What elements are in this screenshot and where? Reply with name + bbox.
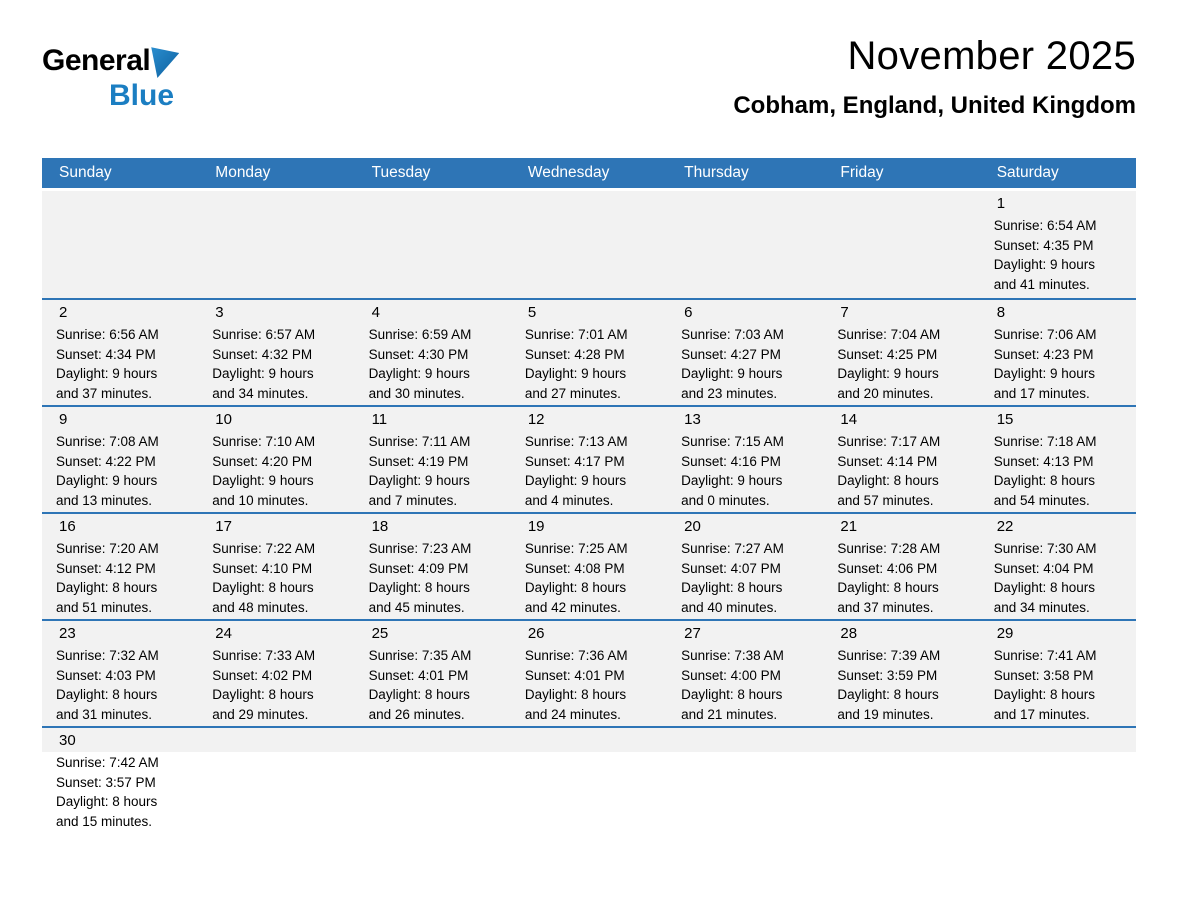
day-cell-27 bbox=[667, 621, 823, 726]
day-number: 26 bbox=[527, 625, 545, 642]
empty-cell bbox=[198, 728, 354, 833]
empty-cell bbox=[823, 191, 979, 298]
weekday-thursday: Thursday bbox=[684, 164, 749, 181]
daylight-line-1: Daylight: 8 hours bbox=[56, 794, 158, 810]
sunset-line: Sunset: 4:22 PM bbox=[56, 453, 156, 469]
daylight-line-1: Daylight: 8 hours bbox=[56, 687, 158, 703]
weekday-tuesday: Tuesday bbox=[371, 164, 431, 181]
sunrise-line: Sunrise: 7:20 AM bbox=[56, 541, 159, 556]
sunset-line: Sunset: 4:19 PM bbox=[368, 453, 469, 469]
sunrise-line: Sunrise: 7:03 AM bbox=[681, 327, 784, 342]
sunset-line: Sunset: 4:34 PM bbox=[56, 346, 156, 362]
day-number: 18 bbox=[371, 518, 389, 535]
daylight-line-1: Daylight: 8 hours bbox=[993, 473, 1095, 489]
day-cell-23 bbox=[42, 621, 198, 726]
sunrise-line: Sunrise: 7:06 AM bbox=[993, 327, 1097, 342]
day-number: 28 bbox=[840, 625, 858, 642]
logo-triangle-icon bbox=[151, 46, 179, 78]
daylight-line-2: and 26 minutes. bbox=[368, 707, 465, 723]
daylight-line-2: and 54 minutes. bbox=[993, 493, 1090, 509]
page-header bbox=[42, 20, 1136, 158]
month-title: November 2025 bbox=[847, 34, 1136, 78]
week-row-2 bbox=[42, 298, 1136, 405]
empty-cell bbox=[355, 728, 511, 833]
sunset-line: Sunset: 4:09 PM bbox=[368, 560, 469, 576]
sunrise-line: Sunrise: 7:30 AM bbox=[993, 541, 1097, 556]
daylight-line-1: Daylight: 9 hours bbox=[212, 473, 314, 489]
daylight-line-1: Daylight: 9 hours bbox=[993, 366, 1095, 382]
sunrise-line: Sunrise: 6:57 AM bbox=[212, 327, 316, 342]
empty-cell bbox=[198, 191, 354, 298]
day-cell-26 bbox=[511, 621, 667, 726]
daylight-line-2: and 17 minutes. bbox=[993, 386, 1090, 402]
day-number: 12 bbox=[527, 411, 545, 428]
day-number: 17 bbox=[215, 518, 232, 535]
day-cell-1 bbox=[980, 191, 1136, 298]
daylight-line-2: and 34 minutes. bbox=[212, 386, 309, 402]
daylight-line-1: Daylight: 8 hours bbox=[212, 687, 314, 703]
sunrise-line: Sunrise: 7:01 AM bbox=[524, 327, 628, 342]
day-cell-28 bbox=[823, 621, 979, 726]
sunrise-line: Sunrise: 6:59 AM bbox=[368, 327, 472, 342]
day-number: 22 bbox=[996, 518, 1014, 535]
daylight-line-1: Daylight: 8 hours bbox=[524, 687, 627, 703]
sunrise-line: Sunrise: 7:22 AM bbox=[212, 541, 316, 556]
day-cell-30 bbox=[42, 728, 198, 833]
day-cell-18 bbox=[355, 514, 511, 619]
day-number: 29 bbox=[996, 625, 1014, 642]
daylight-line-2: and 17 minutes. bbox=[993, 707, 1090, 723]
daylight-line-2: and 31 minutes. bbox=[56, 707, 153, 723]
sunrise-line: Sunrise: 7:11 AM bbox=[368, 434, 471, 449]
daylight-line-2: and 29 minutes. bbox=[212, 707, 309, 723]
empty-cell bbox=[511, 728, 667, 833]
sunset-line: Sunset: 4:23 PM bbox=[993, 346, 1094, 362]
day-cell-11 bbox=[355, 407, 511, 512]
day-number: 11 bbox=[371, 411, 388, 428]
daylight-line-1: Daylight: 9 hours bbox=[681, 473, 783, 489]
daylight-line-2: and 48 minutes. bbox=[212, 600, 309, 616]
sunset-line: Sunset: 3:57 PM bbox=[56, 774, 156, 790]
day-cell-8 bbox=[980, 300, 1136, 405]
day-cell-7 bbox=[823, 300, 979, 405]
empty-cell bbox=[511, 191, 667, 298]
sunrise-line: Sunrise: 7:42 AM bbox=[56, 755, 159, 770]
weekday-saturday: Saturday bbox=[996, 164, 1059, 181]
sunset-line: Sunset: 4:03 PM bbox=[56, 667, 156, 683]
sunrise-line: Sunrise: 7:39 AM bbox=[837, 648, 941, 663]
sunrise-line: Sunrise: 7:18 AM bbox=[993, 434, 1097, 449]
sunset-line: Sunset: 4:08 PM bbox=[524, 560, 625, 576]
day-number: 25 bbox=[371, 625, 389, 642]
daylight-line-2: and 4 minutes. bbox=[524, 493, 614, 509]
sunset-line: Sunset: 4:07 PM bbox=[681, 560, 781, 576]
week-row-3 bbox=[42, 405, 1136, 512]
sunset-line: Sunset: 4:35 PM bbox=[993, 237, 1094, 253]
daylight-line-2: and 37 minutes. bbox=[837, 600, 934, 616]
sunset-line: Sunset: 4:16 PM bbox=[681, 453, 781, 469]
day-number: 27 bbox=[684, 625, 701, 642]
daylight-line-1: Daylight: 8 hours bbox=[837, 580, 939, 596]
daylight-line-1: Daylight: 8 hours bbox=[368, 687, 470, 703]
day-cell-3 bbox=[198, 300, 354, 405]
week-row-5 bbox=[42, 619, 1136, 726]
daylight-line-1: Daylight: 9 hours bbox=[56, 473, 158, 489]
calendar-body bbox=[42, 191, 1136, 833]
day-number: 20 bbox=[684, 518, 701, 535]
daylight-line-2: and 45 minutes. bbox=[368, 600, 465, 616]
sunset-line: Sunset: 4:01 PM bbox=[524, 667, 625, 683]
day-number: 23 bbox=[59, 625, 76, 642]
sunset-line: Sunset: 4:20 PM bbox=[212, 453, 313, 469]
sunset-line: Sunset: 4:00 PM bbox=[681, 667, 781, 683]
day-number: 1 bbox=[996, 195, 1006, 212]
daylight-line-2: and 15 minutes. bbox=[56, 814, 153, 830]
sunset-line: Sunset: 3:58 PM bbox=[993, 667, 1094, 683]
weekday-header-row bbox=[42, 158, 1136, 188]
empty-cell bbox=[980, 728, 1136, 833]
daylight-line-2: and 37 minutes. bbox=[56, 386, 153, 402]
daylight-line-2: and 24 minutes. bbox=[524, 707, 621, 723]
week-row-1 bbox=[42, 191, 1136, 298]
sunset-line: Sunset: 4:27 PM bbox=[681, 346, 781, 362]
daylight-line-2: and 20 minutes. bbox=[837, 386, 934, 402]
day-cell-19 bbox=[511, 514, 667, 619]
day-number: 19 bbox=[527, 518, 545, 535]
day-cell-13 bbox=[667, 407, 823, 512]
day-cell-14 bbox=[823, 407, 979, 512]
day-cell-20 bbox=[667, 514, 823, 619]
daylight-line-2: and 7 minutes. bbox=[368, 493, 458, 509]
sunrise-line: Sunrise: 7:23 AM bbox=[368, 541, 472, 556]
weekday-sunday: Sunday bbox=[59, 164, 112, 181]
sunset-line: Sunset: 3:59 PM bbox=[837, 667, 938, 683]
day-cell-24 bbox=[198, 621, 354, 726]
day-number: 10 bbox=[215, 411, 232, 428]
sunrise-line: Sunrise: 7:32 AM bbox=[56, 648, 159, 663]
day-number: 24 bbox=[215, 625, 232, 642]
daylight-line-2: and 27 minutes. bbox=[524, 386, 621, 402]
sunset-line: Sunset: 4:13 PM bbox=[993, 453, 1094, 469]
sunrise-line: Sunrise: 7:27 AM bbox=[681, 541, 784, 556]
daylight-line-2: and 0 minutes. bbox=[681, 493, 770, 509]
sunset-line: Sunset: 4:25 PM bbox=[837, 346, 938, 362]
sunset-line: Sunset: 4:14 PM bbox=[837, 453, 938, 469]
empty-cell bbox=[42, 191, 198, 298]
day-cell-10 bbox=[198, 407, 354, 512]
day-cell-15 bbox=[980, 407, 1136, 512]
daylight-line-1: Daylight: 8 hours bbox=[993, 687, 1095, 703]
sunrise-line: Sunrise: 6:54 AM bbox=[993, 218, 1097, 233]
day-number: 30 bbox=[59, 732, 76, 749]
daylight-line-1: Daylight: 8 hours bbox=[993, 580, 1095, 596]
daylight-line-1: Daylight: 8 hours bbox=[681, 580, 783, 596]
sunset-line: Sunset: 4:02 PM bbox=[212, 667, 313, 683]
sunrise-line: Sunrise: 7:13 AM bbox=[524, 434, 628, 449]
logo-text-general: General bbox=[42, 44, 151, 77]
day-cell-25 bbox=[355, 621, 511, 726]
empty-cell bbox=[823, 728, 979, 833]
sunrise-line: Sunrise: 7:17 AM bbox=[837, 434, 941, 449]
daylight-line-1: Daylight: 9 hours bbox=[993, 257, 1095, 273]
sunrise-line: Sunrise: 7:25 AM bbox=[524, 541, 628, 556]
week-row-4 bbox=[42, 512, 1136, 619]
sunrise-line: Sunrise: 7:35 AM bbox=[368, 648, 472, 663]
day-cell-17 bbox=[198, 514, 354, 619]
day-number: 3 bbox=[215, 304, 224, 321]
day-number: 13 bbox=[684, 411, 701, 428]
weekday-monday: Monday bbox=[215, 164, 271, 181]
daylight-line-2: and 42 minutes. bbox=[524, 600, 621, 616]
daylight-line-2: and 41 minutes. bbox=[993, 277, 1090, 293]
day-cell-2 bbox=[42, 300, 198, 405]
weekday-wednesday: Wednesday bbox=[527, 164, 610, 181]
weekday-friday: Friday bbox=[840, 164, 884, 181]
sunrise-line: Sunrise: 7:10 AM bbox=[212, 434, 316, 449]
day-cell-21 bbox=[823, 514, 979, 619]
daylight-line-1: Daylight: 9 hours bbox=[368, 366, 470, 382]
daylight-line-1: Daylight: 8 hours bbox=[212, 580, 314, 596]
general-blue-logo bbox=[42, 46, 179, 111]
day-cell-4 bbox=[355, 300, 511, 405]
sunrise-line: Sunrise: 7:15 AM bbox=[681, 434, 784, 449]
daylight-line-1: Daylight: 9 hours bbox=[368, 473, 470, 489]
daylight-line-2: and 34 minutes. bbox=[993, 600, 1090, 616]
sunrise-line: Sunrise: 7:33 AM bbox=[212, 648, 316, 663]
sunrise-line: Sunrise: 7:36 AM bbox=[524, 648, 628, 663]
daylight-line-1: Daylight: 8 hours bbox=[368, 580, 470, 596]
daylight-line-2: and 30 minutes. bbox=[368, 386, 465, 402]
daylight-line-1: Daylight: 9 hours bbox=[837, 366, 939, 382]
calendar bbox=[42, 158, 1136, 833]
daylight-line-2: and 40 minutes. bbox=[681, 600, 778, 616]
daylight-line-2: and 10 minutes. bbox=[212, 493, 309, 509]
sunrise-line: Sunrise: 6:56 AM bbox=[56, 327, 159, 342]
sunset-line: Sunset: 4:30 PM bbox=[368, 346, 469, 362]
empty-cell bbox=[667, 191, 823, 298]
empty-cell bbox=[355, 191, 511, 298]
day-cell-16 bbox=[42, 514, 198, 619]
sunrise-line: Sunrise: 7:38 AM bbox=[681, 648, 784, 663]
daylight-line-2: and 21 minutes. bbox=[681, 707, 778, 723]
daylight-line-2: and 57 minutes. bbox=[837, 493, 934, 509]
day-cell-6 bbox=[667, 300, 823, 405]
daylight-line-1: Daylight: 8 hours bbox=[837, 687, 939, 703]
day-number: 2 bbox=[59, 304, 68, 321]
day-cell-22 bbox=[980, 514, 1136, 619]
daylight-line-2: and 19 minutes. bbox=[837, 707, 934, 723]
day-number: 14 bbox=[840, 411, 858, 428]
day-cell-9 bbox=[42, 407, 198, 512]
week-row-6 bbox=[42, 726, 1136, 833]
sunset-line: Sunset: 4:28 PM bbox=[524, 346, 625, 362]
sunset-line: Sunset: 4:10 PM bbox=[212, 560, 313, 576]
logo-text-blue: Blue bbox=[109, 79, 175, 112]
daylight-line-2: and 51 minutes. bbox=[56, 600, 153, 616]
daylight-line-1: Daylight: 9 hours bbox=[681, 366, 783, 382]
day-cell-29 bbox=[980, 621, 1136, 726]
day-cell-12 bbox=[511, 407, 667, 512]
logo-top-row bbox=[42, 46, 179, 78]
daylight-line-2: and 23 minutes. bbox=[681, 386, 778, 402]
daylight-line-1: Daylight: 9 hours bbox=[212, 366, 314, 382]
day-number: 4 bbox=[371, 304, 380, 321]
sunset-line: Sunset: 4:12 PM bbox=[56, 560, 156, 576]
daylight-line-1: Daylight: 9 hours bbox=[524, 366, 627, 382]
daylight-line-1: Daylight: 8 hours bbox=[837, 473, 939, 489]
title-block bbox=[733, 20, 1136, 120]
sunset-line: Sunset: 4:32 PM bbox=[212, 346, 313, 362]
daylight-line-1: Daylight: 8 hours bbox=[524, 580, 627, 596]
daylight-line-1: Daylight: 9 hours bbox=[524, 473, 627, 489]
sunrise-line: Sunrise: 7:41 AM bbox=[993, 648, 1097, 663]
day-number: 7 bbox=[840, 304, 849, 321]
day-number: 9 bbox=[59, 411, 68, 428]
empty-cell bbox=[667, 728, 823, 833]
day-cell-5 bbox=[511, 300, 667, 405]
day-number: 15 bbox=[996, 411, 1014, 428]
sunset-line: Sunset: 4:17 PM bbox=[524, 453, 625, 469]
day-number: 21 bbox=[840, 518, 858, 535]
sunset-line: Sunset: 4:06 PM bbox=[837, 560, 938, 576]
sunset-line: Sunset: 4:04 PM bbox=[993, 560, 1094, 576]
day-number: 5 bbox=[527, 304, 537, 321]
daylight-line-2: and 13 minutes. bbox=[56, 493, 153, 509]
daylight-line-1: Daylight: 9 hours bbox=[56, 366, 158, 382]
location-subtitle: Cobham, England, United Kingdom bbox=[733, 92, 1136, 119]
daylight-line-1: Daylight: 8 hours bbox=[56, 580, 158, 596]
day-number: 8 bbox=[996, 304, 1006, 321]
day-number: 6 bbox=[684, 304, 693, 321]
sunrise-line: Sunrise: 7:04 AM bbox=[837, 327, 941, 342]
daylight-line-1: Daylight: 8 hours bbox=[681, 687, 783, 703]
sunset-line: Sunset: 4:01 PM bbox=[368, 667, 469, 683]
sunrise-line: Sunrise: 7:28 AM bbox=[837, 541, 941, 556]
day-number: 16 bbox=[59, 518, 76, 535]
sunrise-line: Sunrise: 7:08 AM bbox=[56, 434, 159, 449]
